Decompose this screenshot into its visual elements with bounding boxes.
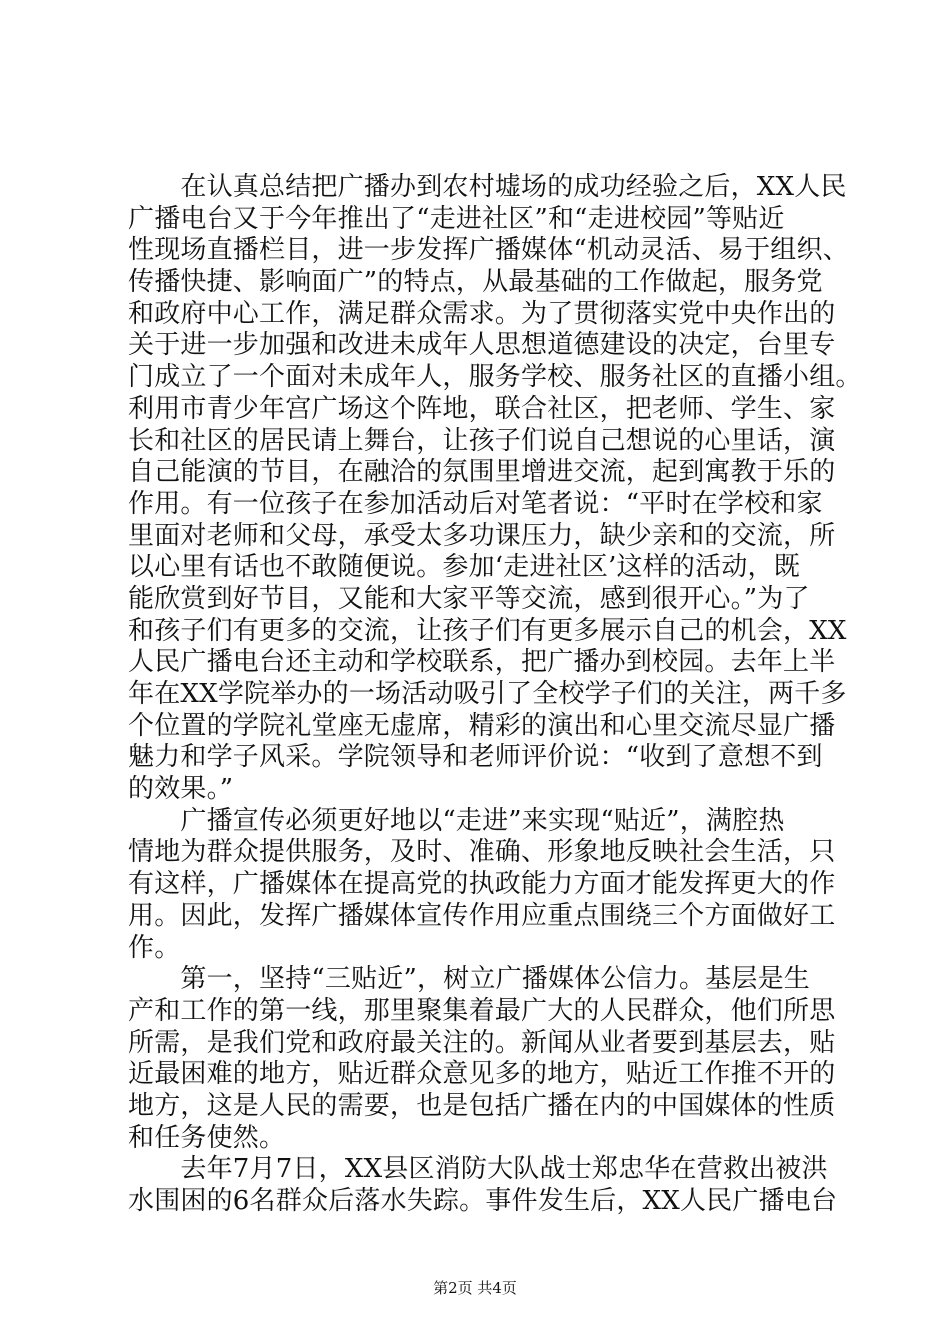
- text-line: 水围困的6名群众后落水失踪。事件发生后，XX人民广播电台: [128, 1186, 838, 1216]
- text-line: 所需，是我们党和政府最关注的。新闻从业者要到基层去，贴: [128, 1027, 836, 1058]
- text-line: 近最困难的地方，贴近群众意见多的地方，贴近工作推不开的: [128, 1059, 836, 1090]
- text-line: 能欣赏到好节目，又能和大家平等交流，感到很开心。”为了: [128, 583, 810, 614]
- text-line: 关于进一步加强和改进未成年人思想道德建设的决定，台里专: [128, 330, 836, 361]
- text-line: 用。因此，发挥广播媒体宣传作用应重点围绕三个方面做好工: [128, 900, 836, 931]
- text-line: 以心里有话也不敢随便说。参加‘走进社区’这样的活动，既: [128, 552, 800, 583]
- text-line: 利用市青少年宫广场这个阵地，联合社区，把老师、学生、家: [128, 393, 836, 424]
- text-line: 产和工作的第一线，那里聚集着最广大的人民群众，他们所思: [128, 995, 836, 1026]
- text-line: 传播快捷、影响面广”的特点，从最基础的工作做起，服务党: [128, 267, 823, 298]
- text-line: 第一，坚持“三贴近”，树立广播媒体公信力。基层是生: [128, 964, 810, 995]
- text-line: 和任务使然。: [128, 1122, 286, 1153]
- text-line: 在认真总结把广播办到农村墟场的成功经验之后，XX人民: [128, 172, 847, 202]
- text-line: 年在XX学院举办的一场活动吸引了全校学子们的关注，两千多: [128, 679, 847, 709]
- text-line: 里面对老师和父母，承受太多功课压力，缺少亲和的交流，所: [128, 520, 836, 551]
- text-line: 长和社区的居民请上舞台，让孩子们说自己想说的心里话，演: [128, 425, 836, 456]
- text-line: 人民广播电台还主动和学校联系，把广播办到校园。去年上半: [128, 647, 836, 678]
- text-line: 去年7月7日，XX县区消防大队战士郑忠华在营救出被洪: [128, 1154, 828, 1185]
- document-body: [128, 172, 862, 1218]
- text-line: 个位置的学院礼堂座无虚席，精彩的演出和心里交流尽显广播: [128, 710, 836, 741]
- text-line: 自己能演的节目，在融洽的氛围里增进交流，起到寓教于乐的: [128, 457, 836, 488]
- page-number-footer: 第2页 共4页: [433, 1279, 517, 1297]
- text-line: 魅力和学子风采。学院领导和老师评价说：“收到了意想不到: [128, 742, 823, 773]
- text-line: 广播电台又于今年推出了“走进社区”和“走进校园”等贴近: [128, 203, 785, 234]
- text-line: 门成立了一个面对未成年人，服务学校、服务社区的直播小组。: [128, 362, 862, 393]
- text-line: 地方，这是人民的需要，也是包括广播在内的中国媒体的性质: [128, 1090, 836, 1121]
- text-line: 广播宣传必须更好地以“走进”来实现“贴近”，满腔热: [128, 805, 785, 836]
- text-line: 情地为群众提供服务，及时、准确、形象地反映社会生活，只: [128, 837, 836, 868]
- text-line: 和政府中心工作，满足群众需求。为了贯彻落实党中央作出的: [128, 298, 836, 329]
- text-line: 和孩子们有更多的交流，让孩子们有更多展示自己的机会，XX: [128, 615, 847, 646]
- text-line: 作。: [128, 932, 181, 963]
- text-line: 的效果。”: [128, 774, 234, 805]
- text-line: 性现场直播栏目，进一步发挥广播媒体“机动灵活、易于组织、: [128, 235, 849, 266]
- text-line: 作用。有一位孩子在参加活动后对笔者说：“平时在学校和家: [128, 488, 823, 519]
- text-line: 有这样，广播媒体在提高党的执政能力方面才能发挥更大的作: [128, 869, 836, 900]
